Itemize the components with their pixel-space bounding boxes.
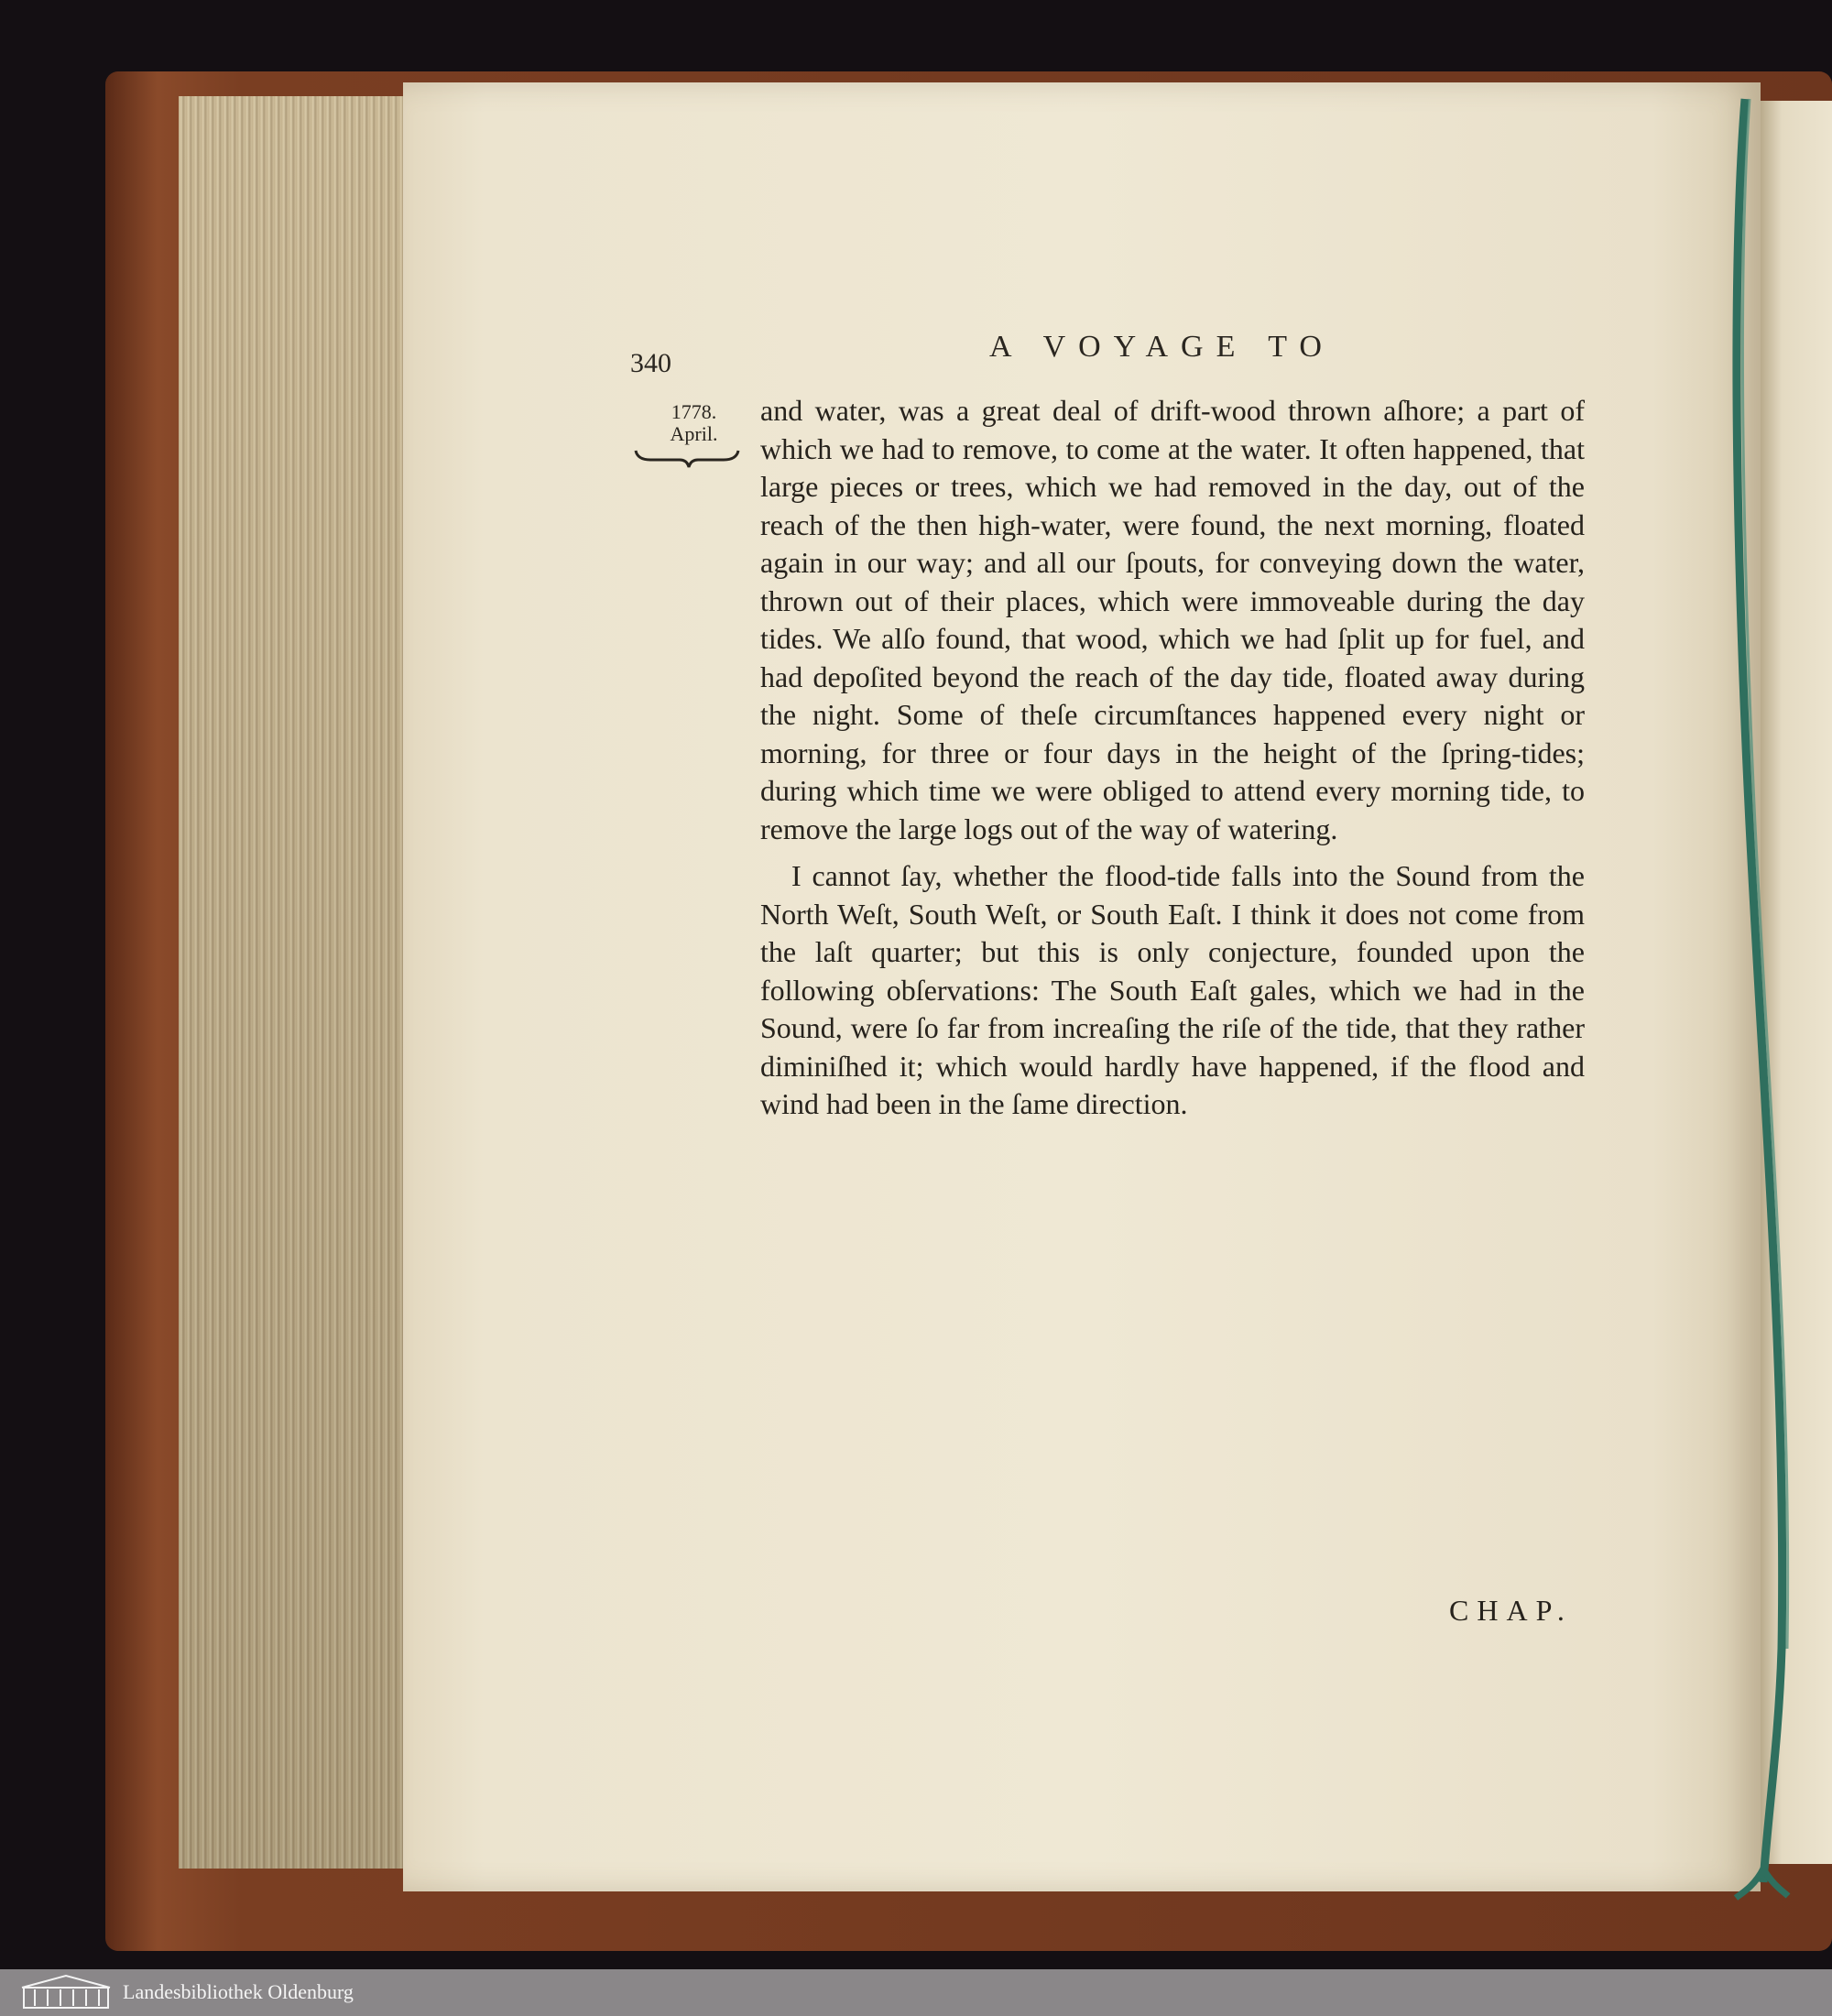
library-building-icon [20,1973,112,2011]
paragraph: and water, was a great deal of drift-wood thrown aſhore; a part of which we had to remove, to come at the water. It often happened, that large pieces or trees, which we had removed in the day, out of the reach of the then high-water, were found, the next morning, floated again in our way; and all our ſpouts, for conveying down the water, thrown out of their places, which were immoveable during the day tides. We alſo found, that wood, which we had ſplit up for fuel, and had depoſited beyond the reach of the day tide, floated away during the night. Some of theſe circumſtances happened every night or morning, for three or four days in the height of the ſpring-tides; during which time we were obliged to attend every morning tide, to remove the large logs out of the way of watering. [760,394,1585,845]
margin-note [641,401,747,445]
paragraph: I cannot ſay, whether the flood-tide falls into the Sound from the North Weſt, South Weſt, or South Eaſt. I think it does not come from the laſt quarter; but this is only conjecture, founded upon the following obſervations: The South Eaſt gales, which we had in the Sound, were ſo far from increaſing the riſe of the tide, that they rather diminiſhed it; which would hardly have happened, if the flood and wind had been in the ſame direction. [760,859,1585,1120]
running-head: A VOYAGE TO [989,330,1335,364]
page-edges [179,96,414,1869]
catchword: CHAP. [1449,1594,1573,1627]
facing-page [1761,101,1832,1864]
footer-bar [0,1969,1832,2016]
page-number: 340 [630,348,671,378]
body-text [760,392,1585,1124]
margin-note-month: April. [670,422,718,445]
margin-note-year: 1778. [671,400,717,423]
curly-brace-icon [632,447,742,469]
footer-label: Landesbibliothek Oldenburg [123,1980,354,2003]
